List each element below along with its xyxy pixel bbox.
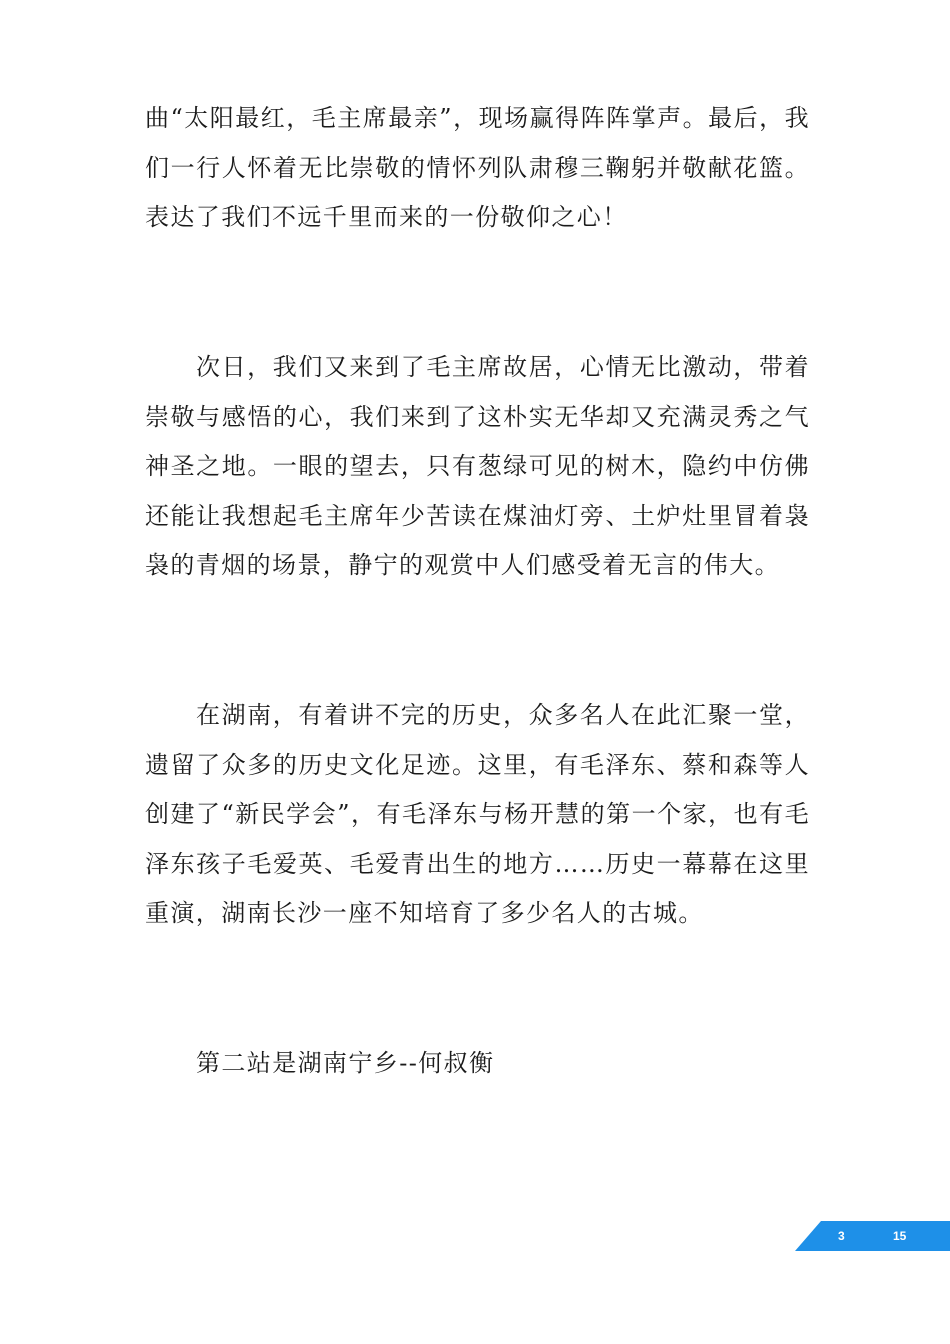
page-number-band [795,1221,950,1251]
page-number-band-shape [795,1221,950,1251]
total-page-count: 15 [893,1229,907,1243]
paragraph-2: 次日，我们又来到了毛主席故居，心情无比激动，带着崇敬与感悟的心，我们来到了这朴实无华却又充满灵秀之气神圣之地。一眼的望去，只有葱绿可见的树木，隐约中仿佛还能让我想起毛主席年少苦读在煤油灯旁、土炉灶里冒着袅袅的青烟的场景，静宁的观赏中人们感受着无言的伟大。 [145,353,810,579]
paragraph-3: 在湖南，有着讲不完的历史，众多名人在此汇聚一堂，遗留了众多的历史文化足迹。这里，有毛泽东、蔡和森等人创建了“新民学会”，有毛泽东与杨开慧的第一个家，也有毛泽东孩子毛爱英、毛爱青出生的地方……历史一幕幕在这里重演，湖南长沙一座不知培育了多少名人的古城。 [145,701,810,927]
paragraph-1: 曲“太阳最红，毛主席最亲”，现场赢得阵阵掌声。最后，我们一行人怀着无比崇敬的情怀列队肃穆三鞠躬并敬献花篮。表达了我们不远千里而来的一份敬仰之心！ [145,104,810,231]
current-page-number: 3 [838,1229,845,1243]
paragraph-4: 第二站是湖南宁乡--何叔衡 [196,1049,495,1077]
